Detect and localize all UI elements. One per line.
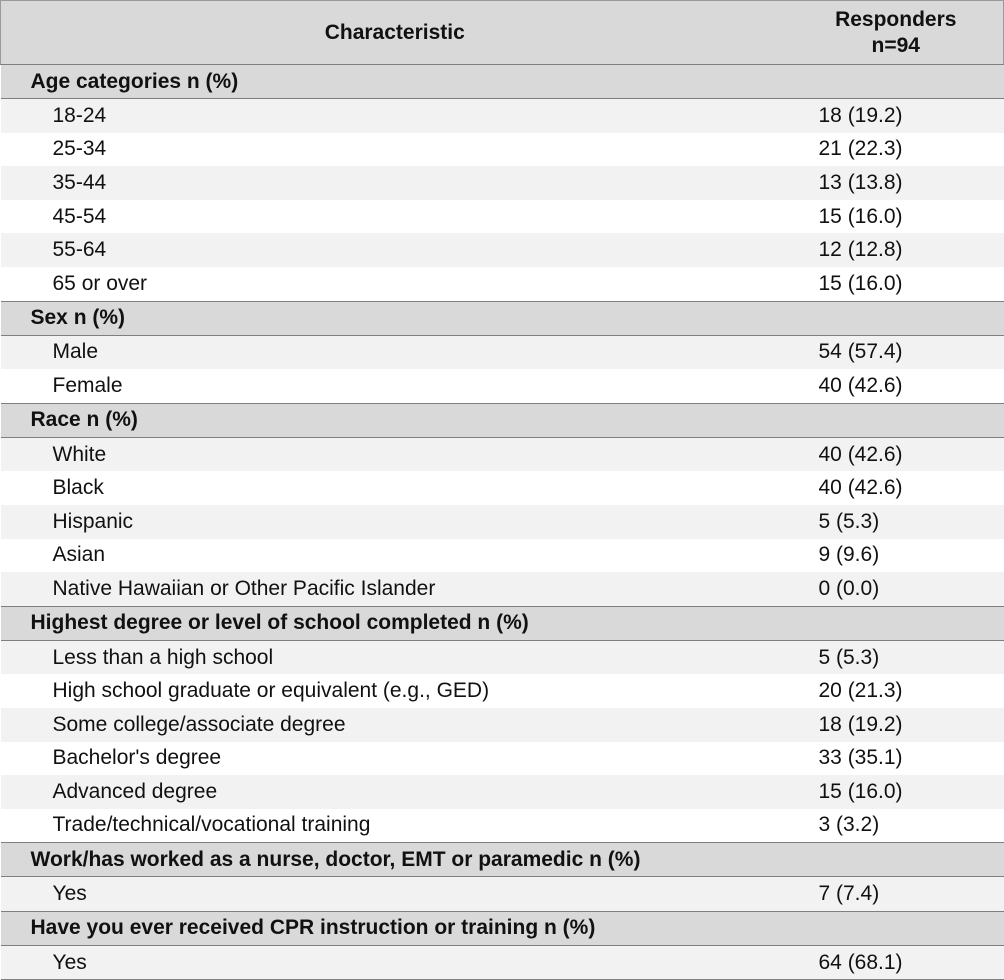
row-value: 18 (19.2) [789, 708, 1004, 742]
row-value: 15 (16.0) [789, 267, 1004, 301]
table-row [1, 471, 1004, 505]
table-row [1, 267, 1004, 301]
row-value: 20 (21.3) [789, 674, 1004, 708]
section-title: Have you ever received CPR instruction or training n (%) [1, 911, 1004, 945]
row-label: 18-24 [1, 99, 789, 133]
section-row [1, 301, 1004, 335]
section-row [1, 606, 1004, 640]
row-value: 15 (16.0) [789, 200, 1004, 234]
row-label: Trade/technical/vocational training [1, 809, 789, 843]
table-body [1, 65, 1004, 980]
section-title: Age categories n (%) [1, 65, 1004, 99]
row-label: Hispanic [1, 505, 789, 539]
header-responders [789, 1, 1004, 65]
row-label: 25-34 [1, 133, 789, 167]
row-value: 21 (22.3) [789, 133, 1004, 167]
row-value: 9 (9.6) [789, 539, 1004, 573]
row-label: 45-54 [1, 200, 789, 234]
row-value: 5 (5.3) [789, 505, 1004, 539]
header-row [1, 1, 1004, 65]
table-row [1, 369, 1004, 403]
table-row [1, 437, 1004, 471]
table-row [1, 505, 1004, 539]
section-row [1, 403, 1004, 437]
header-characteristic [1, 1, 789, 65]
row-label: Less than a high school [1, 640, 789, 674]
row-value: 5 (5.3) [789, 640, 1004, 674]
row-value: 18 (19.2) [789, 99, 1004, 133]
row-label: White [1, 437, 789, 471]
table-row [1, 539, 1004, 573]
row-value: 54 (57.4) [789, 335, 1004, 369]
row-label: Bachelor's degree [1, 742, 789, 776]
section-row [1, 65, 1004, 99]
row-label: High school graduate or equivalent (e.g., GED) [1, 674, 789, 708]
table-row [1, 335, 1004, 369]
table-row [1, 572, 1004, 606]
header-characteristic-label: Characteristic [324, 20, 465, 44]
header-responders-count: n=94 [871, 33, 920, 57]
row-label: 35-44 [1, 166, 789, 200]
table-row [1, 809, 1004, 843]
row-value: 0 (0.0) [789, 572, 1004, 606]
section-row [1, 911, 1004, 945]
table-row [1, 133, 1004, 167]
row-value: 7 (7.4) [789, 877, 1004, 912]
row-label: Native Hawaiian or Other Pacific Islander [1, 572, 789, 606]
table-row [1, 742, 1004, 776]
table-row [1, 166, 1004, 200]
row-label: Asian [1, 539, 789, 573]
table-row [1, 945, 1004, 980]
row-value: 40 (42.6) [789, 437, 1004, 471]
row-label: Black [1, 471, 789, 505]
row-value: 15 (16.0) [789, 775, 1004, 809]
row-label: Yes [1, 877, 789, 912]
row-label: Male [1, 335, 789, 369]
row-label: Yes [1, 945, 789, 980]
section-title: Highest degree or level of school completed n (%) [1, 606, 1004, 640]
table-row [1, 708, 1004, 742]
table-row [1, 200, 1004, 234]
row-label: 65 or over [1, 267, 789, 301]
row-label: 55-64 [1, 233, 789, 267]
table-row [1, 877, 1004, 912]
row-value: 40 (42.6) [789, 471, 1004, 505]
row-value: 33 (35.1) [789, 742, 1004, 776]
section-title: Sex n (%) [1, 301, 1004, 335]
row-value: 40 (42.6) [789, 369, 1004, 403]
section-title: Work/has worked as a nurse, doctor, EMT or paramedic n (%) [1, 843, 1004, 877]
section-title: Race n (%) [1, 403, 1004, 437]
table-row [1, 674, 1004, 708]
row-label: Advanced degree [1, 775, 789, 809]
table-row [1, 233, 1004, 267]
row-value: 3 (3.2) [789, 809, 1004, 843]
table-row [1, 99, 1004, 133]
row-value: 12 (12.8) [789, 233, 1004, 267]
table-row [1, 640, 1004, 674]
row-label: Female [1, 369, 789, 403]
section-row [1, 843, 1004, 877]
header-responders-label: Responders [835, 7, 957, 31]
table-row [1, 775, 1004, 809]
row-value: 64 (68.1) [789, 945, 1004, 980]
row-value: 13 (13.8) [789, 166, 1004, 200]
table-header [1, 1, 1004, 65]
row-label: Some college/associate degree [1, 708, 789, 742]
